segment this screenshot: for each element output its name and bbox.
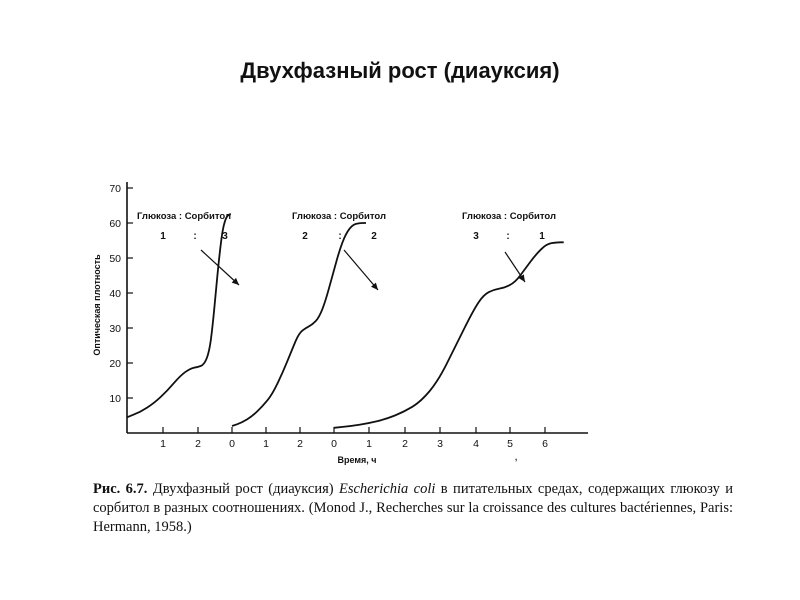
figure-caption: [93, 480, 733, 537]
growth-curve-3: [334, 242, 564, 427]
x-tick-label: 4: [473, 438, 479, 450]
ratio-header: Глюкоза : Сорбитол: [462, 211, 556, 222]
caption-species: Escherichia coli: [339, 481, 436, 497]
ratio-value: 1: [539, 231, 545, 242]
x-tick-label: 6: [542, 438, 548, 450]
y-tick-label: 20: [109, 358, 121, 370]
x-axis-title: Время, ч: [337, 455, 377, 465]
y-axis-title: Оптическая плотность: [92, 254, 102, 356]
ratio-value: :: [193, 231, 197, 242]
x-tick-label: 2: [195, 438, 201, 450]
ratio-header: Глюкоза : Сорбитол: [292, 211, 386, 222]
x-tick-label: 3: [437, 438, 443, 450]
x-tick-label: 0: [229, 438, 235, 450]
ratio-value: 2: [302, 231, 308, 242]
ratio-value: 1: [160, 231, 166, 242]
ratio-value: :: [338, 231, 342, 242]
y-tick-label: 30: [109, 323, 121, 335]
y-tick-label: 50: [109, 253, 121, 265]
x-tick-label: 2: [402, 438, 408, 450]
growth-curve-2: [232, 223, 366, 426]
arrow-line: [344, 250, 378, 290]
y-tick-label: 70: [109, 183, 121, 195]
caption-text-b: в питательных средах, содержащих глюкозу и сорбитол в разных соотношениях. (Monod J., Recherches sur la croissance des cultures bactériennes, Paris: Hermann, 1958.): [93, 481, 733, 535]
ratio-value: :: [506, 231, 510, 242]
y-tick-label: 40: [109, 288, 121, 300]
caption-label: Рис. 6.7.: [93, 481, 148, 497]
x-tick-label: 5: [507, 438, 513, 450]
x-tick-label: 1: [160, 438, 166, 450]
caption-text-a: Двухфазный рост (диауксия): [147, 481, 339, 497]
x-tick-label: 1: [366, 438, 372, 450]
x-tick-label: 0: [331, 438, 337, 450]
x-tick-label: 1: [263, 438, 269, 450]
ratio-header: Глюкоза : Сорбитол: [137, 211, 231, 222]
ratio-value: 3: [222, 231, 228, 242]
growth-curve-1: [127, 214, 231, 417]
ratio-value: 3: [473, 231, 479, 242]
page-title: Двухфазный рост (диауксия): [240, 58, 560, 83]
y-tick-label: 10: [109, 393, 121, 405]
y-tick-label: 60: [109, 218, 121, 230]
x-tick-label: 2: [297, 438, 303, 450]
stray-mark: ,: [514, 449, 518, 463]
ratio-value: 2: [371, 231, 377, 242]
